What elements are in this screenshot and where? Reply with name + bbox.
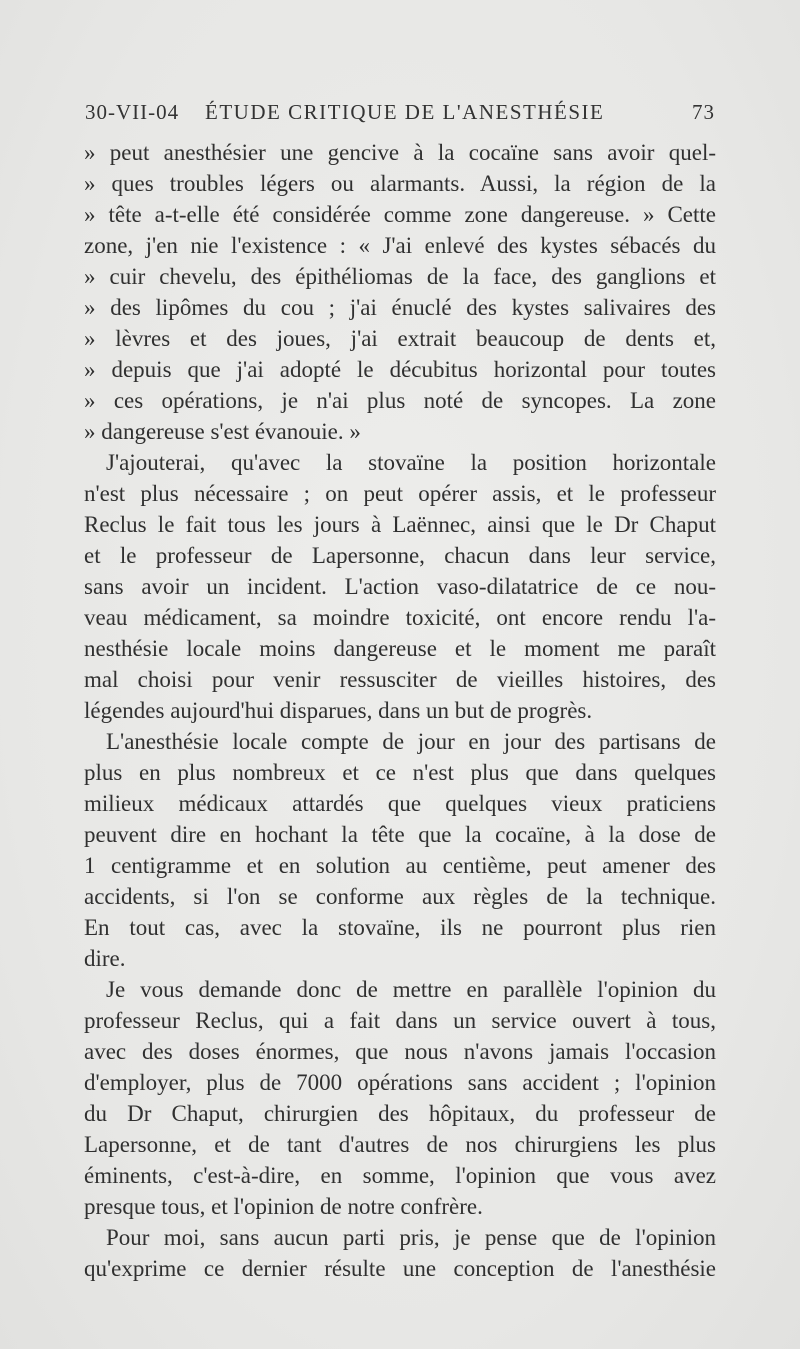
text-line: presque tous, et l'opinion de notre confrère. [84,1194,483,1219]
text-line: légendes aujourd'hui disparues, dans un but de progrès. [84,698,593,723]
text-line: nesthésie locale moins dangereuse et le moment me paraît [84,636,716,661]
text-line: » peut anesthésier une gencive à la cocaïne sans avoir quel- [84,140,716,165]
text-line: » tête a-t-elle été considérée comme zone dangereuse. » Cette [84,202,716,227]
text-line: En tout cas, avec la stovaïne, ils ne pourront plus rien [84,915,716,940]
text-line: » depuis que j'ai adopté le décubitus horizontal pour toutes [84,357,716,382]
text-line: zone, j'en nie l'existence : « J'ai enlevé des kystes sébacés du [84,233,716,258]
running-header [85,100,715,134]
text-line: avec des doses énormes, que nous n'avons jamais l'occasion [84,1039,716,1064]
header-title: ÉTUDE CRITIQUE DE L'ANESTHÉSIE [205,100,605,124]
header-date: 30-VII-04 [85,100,180,124]
text-line: Je vous demande donc de mettre en parallèle l'opinion du [106,977,716,1002]
text-line: » ces opérations, je n'ai plus noté de syncopes. La zone [84,388,716,413]
text-line: » des lipômes du cou ; j'ai énuclé des kystes salivaires des [84,295,716,320]
body-text [84,137,716,1284]
text-line: » lèvres et des joues, j'ai extrait beaucoup de dents et, [84,326,716,351]
text-line: qu'exprime ce dernier résulte une conception de l'anesthésie [84,1256,716,1281]
text-line: » dangereuse s'est évanouie. » [84,419,361,444]
text-line: Lapersonne, et de tant d'autres de nos chirurgiens les plus [84,1132,716,1157]
text-line: dire. [84,946,126,971]
text-line: L'anesthésie locale compte de jour en jour des partisans de [106,729,716,754]
text-line: professeur Reclus, qui a fait dans un service ouvert à tous, [84,1008,716,1033]
text-line: 1 centigramme et en solution au centième, peut amener des [84,853,716,878]
text-line: Pour moi, sans aucun parti pris, je pense que de l'opinion [106,1225,716,1250]
text-line: peuvent dire en hochant la tête que la cocaïne, à la dose de [84,822,716,847]
text-line: plus en plus nombreux et ce n'est plus que dans quelques [84,760,716,785]
text-line: » cuir chevelu, des épithéliomas de la face, des ganglions et [84,264,716,289]
page-number: 73 [692,100,715,124]
text-line: d'employer, plus de 7000 opérations sans accident ; l'opinion [84,1070,716,1095]
text-line: milieux médicaux attardés que quelques vieux praticiens [84,791,716,816]
text-line: sans avoir un incident. L'action vaso-dilatatrice de ce nou- [84,574,716,599]
text-line: et le professeur de Lapersonne, chacun dans leur service, [84,543,716,568]
text-line: J'ajouterai, qu'avec la stovaïne la position horizontale [106,450,716,475]
text-line: n'est plus nécessaire ; on peut opérer assis, et le professeur [84,481,716,506]
text-line: accidents, si l'on se conforme aux règles de la technique. [84,884,716,909]
text-line: Reclus le fait tous les jours à Laënnec, ainsi que le Dr Chaput [84,512,716,537]
text-line: » ques troubles légers ou alarmants. Aussi, la région de la [84,171,716,196]
text-line: veau médicament, sa moindre toxicité, ont encore rendu l'a- [84,605,716,630]
text-line: mal choisi pour venir ressusciter de vieilles histoires, des [84,667,716,692]
text-line: du Dr Chaput, chirurgien des hôpitaux, du professeur de [84,1101,716,1126]
text-line: éminents, c'est-à-dire, en somme, l'opinion que vous avez [84,1163,716,1188]
